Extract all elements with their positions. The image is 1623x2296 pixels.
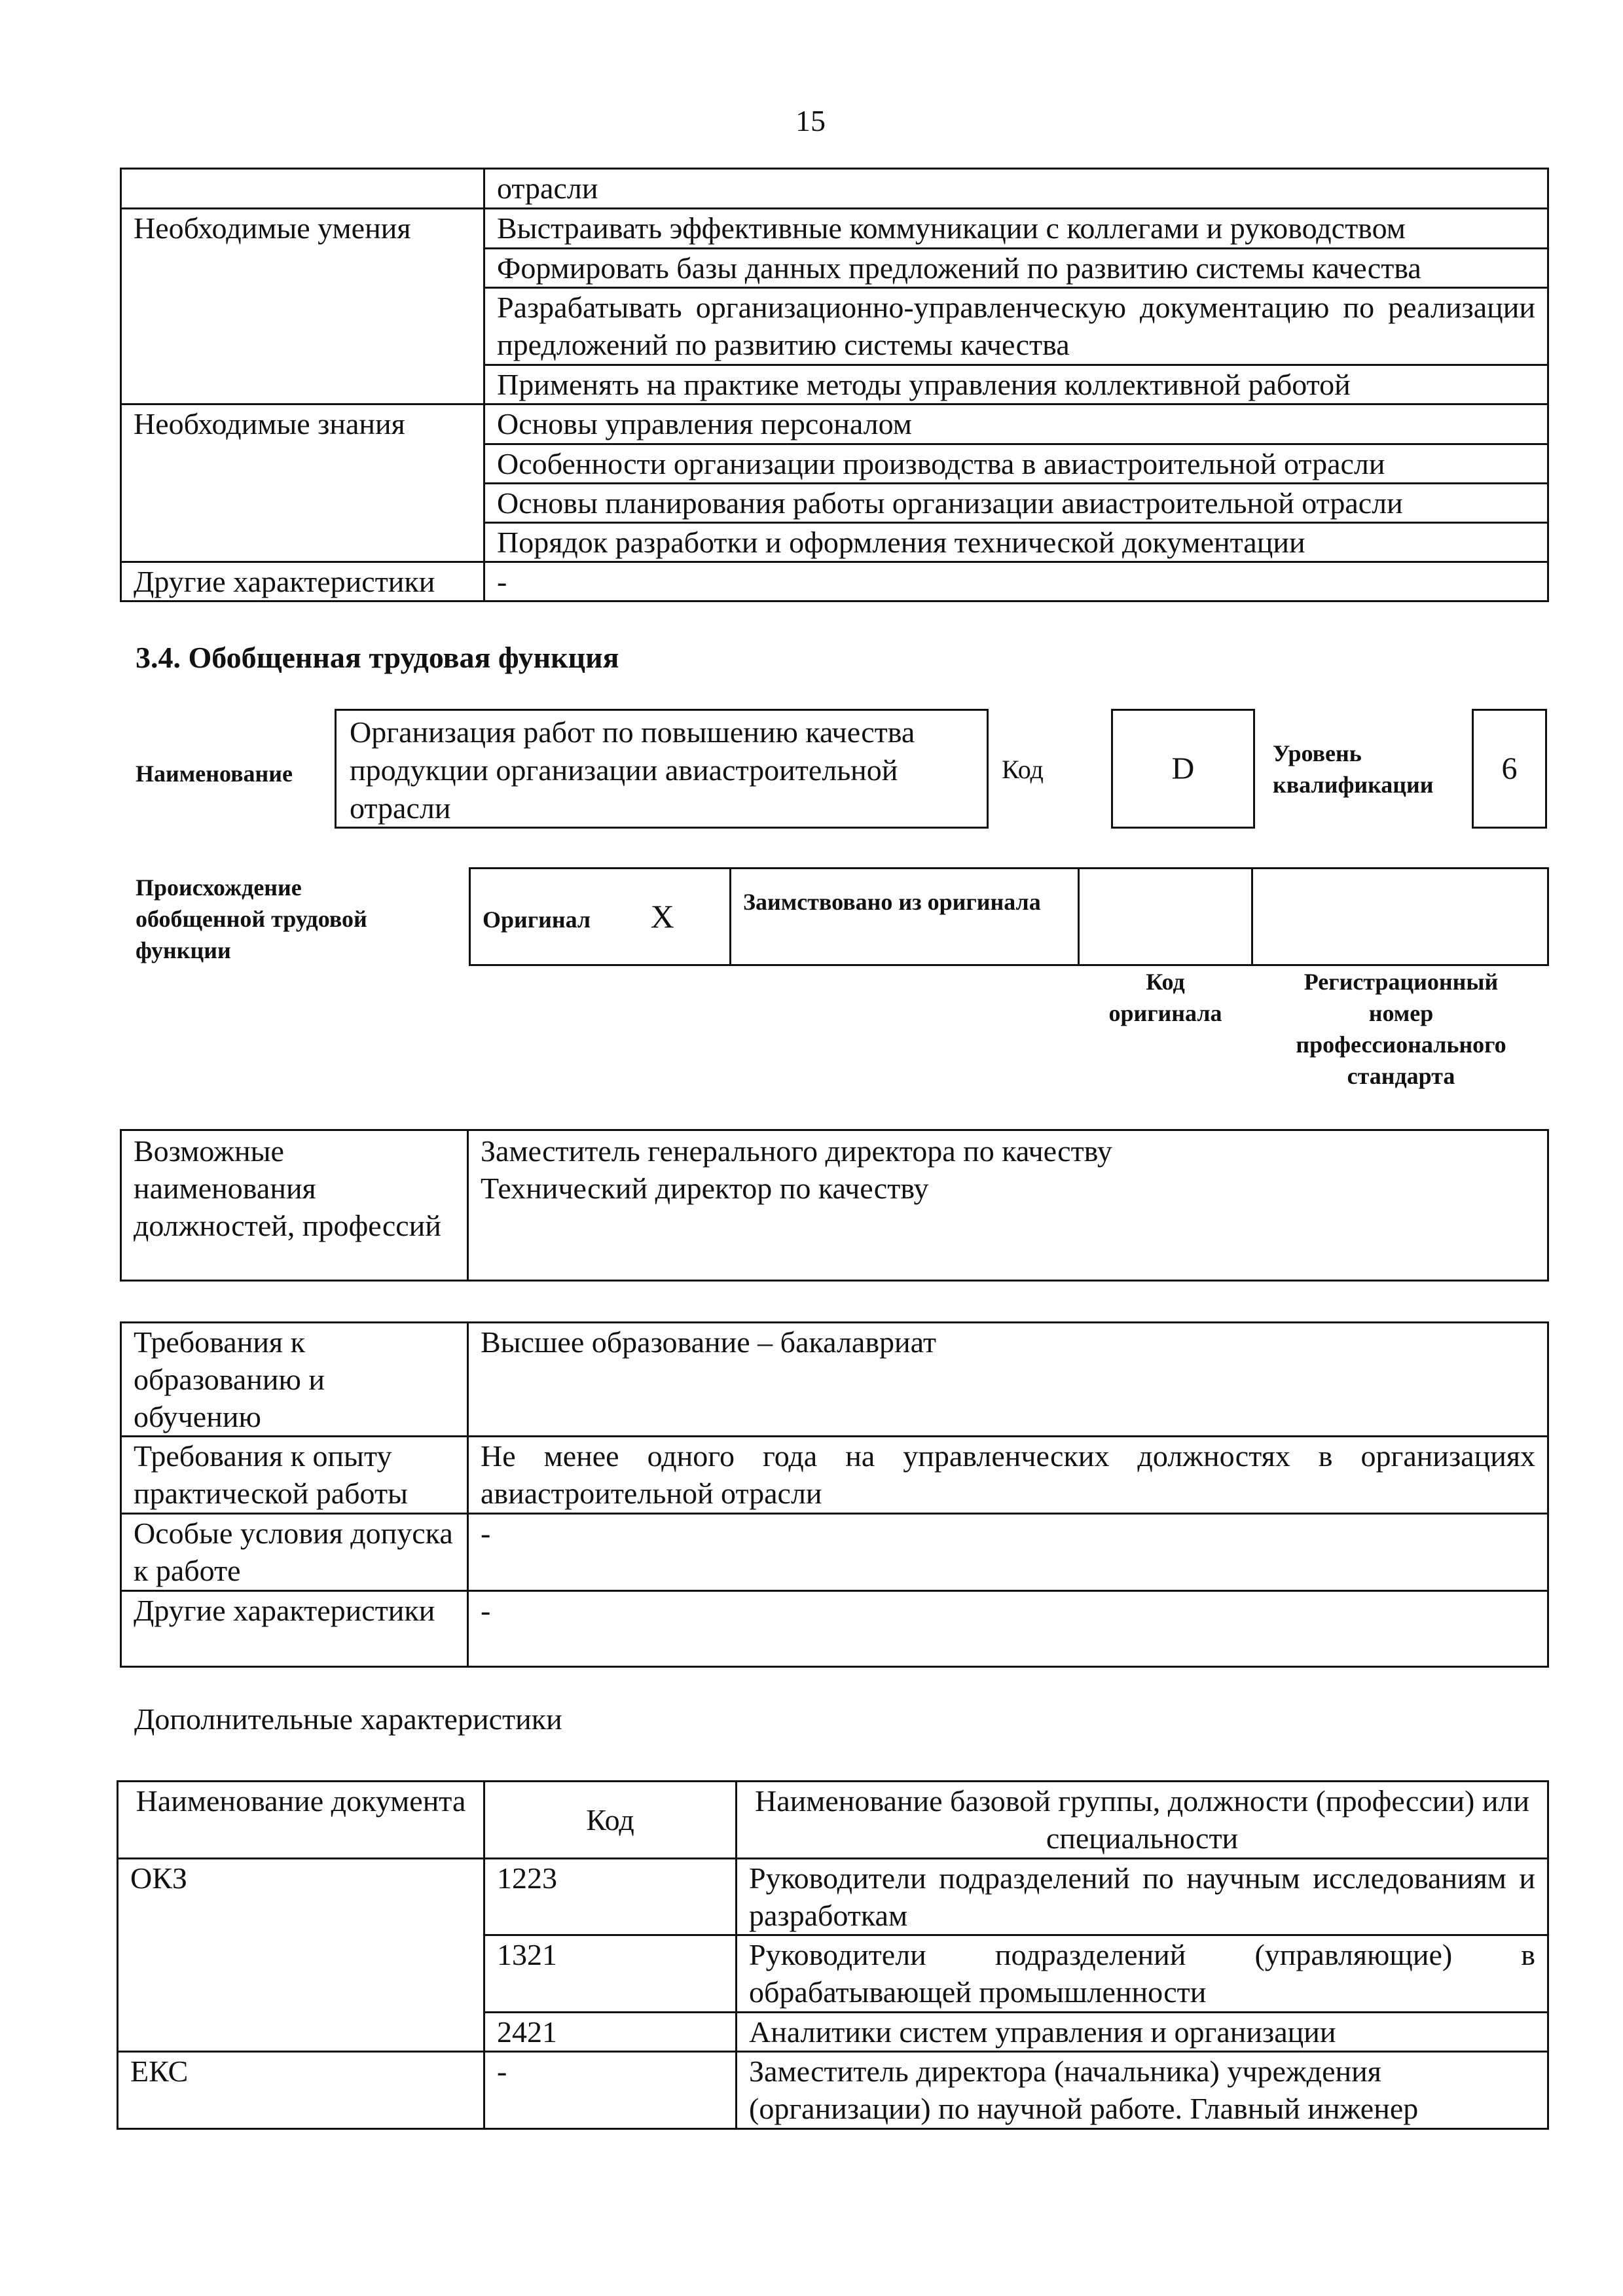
continuation-cell: отрасли [484, 169, 1548, 209]
req-value: - [468, 1591, 1548, 1667]
positions-values [468, 1130, 1548, 1281]
positions-label: Возможные наименования должностей, профессий [121, 1130, 468, 1281]
knowledge-item: Порядок разработки и оформления технической документации [484, 523, 1548, 562]
positions-table [120, 1129, 1549, 1282]
additional-table [117, 1780, 1549, 2130]
name-label: Наименование [136, 761, 293, 787]
knowledge-item: Особенности организации производства в авиастроительной отрасли [484, 444, 1548, 484]
header-doc: Наименование документа [118, 1782, 484, 1859]
name-cell: Аналитики систем управления и организации [737, 2013, 1548, 2052]
caption-code: Код оригинала [1108, 969, 1222, 1026]
req-label: Требования к образованию и обучению [121, 1323, 468, 1437]
code-label: Код [1002, 755, 1044, 784]
name-cell: Заместитель директора (начальника) учреждения (организации) по научной работе. Главный инженер [737, 2052, 1548, 2129]
original-cell [470, 869, 731, 965]
req-label: Другие характеристики [121, 1591, 468, 1667]
code-cell: 2421 [484, 2013, 737, 2052]
origin-table [469, 867, 1549, 966]
additional-title: Дополнительные характеристики [134, 1702, 562, 1736]
original-label: Оригинал [483, 906, 591, 933]
original-mark: X [650, 897, 674, 935]
req-label: Особые условия допуска к работе [121, 1514, 468, 1591]
position-item: Технический директор по качеству [481, 1172, 929, 1205]
code-cell: 1223 [484, 1859, 737, 1935]
req-label: Требования к опыту практической работы [121, 1437, 468, 1514]
function-name-box [335, 709, 989, 829]
skill-item: Разрабатывать организационно-управленческую документацию по реализации предложений по развитию системы качества [484, 288, 1548, 365]
knowledge-item: Основы планирования работы организации авиастроительной отрасли [484, 484, 1548, 523]
header-code: Код [484, 1782, 737, 1859]
borrowed-cell: Заимствовано из оригинала [731, 869, 1079, 965]
reg-number-cell [1252, 869, 1548, 965]
code-cell: - [484, 2052, 737, 2129]
page-number: 15 [795, 104, 826, 137]
code-box [1111, 709, 1255, 829]
skills-label: Необходимые умения [121, 209, 484, 404]
other-value: - [484, 562, 1548, 601]
header-name: Наименование базовой группы, должности (профессии) или специальности [737, 1782, 1548, 1859]
level-box [1472, 709, 1547, 829]
skill-item: Выстраивать эффективные коммуникации с коллегами и руководством [484, 209, 1548, 249]
req-value: Не менее одного года на управленческих должностях в организациях авиастроительной отрасли [468, 1437, 1548, 1514]
requirements-table [120, 1321, 1549, 1668]
position-item: Заместитель генерального директора по качеству [481, 1134, 1112, 1168]
skill-item: Формировать базы данных предложений по развитию системы качества [484, 249, 1548, 288]
section-title: 3.4. Обобщенная трудовая функция [136, 641, 619, 674]
original-code-cell [1079, 869, 1252, 965]
level-label: Уровень квалификации [1273, 740, 1434, 798]
code-value: D [1171, 751, 1195, 786]
other-label: Другие характеристики [121, 562, 484, 601]
label-cell-empty [121, 169, 484, 209]
caption-reg: Регистрационный номер профессионального стандарта [1296, 969, 1506, 1089]
function-name-value: Организация работ по повышению качества продукции организации авиастроительной отрасли [350, 715, 915, 825]
req-value: Высшее образование – бакалавриат [468, 1323, 1548, 1437]
origin-label: Происхождение обобщенной трудовой функции [136, 874, 367, 963]
req-value: - [468, 1514, 1548, 1591]
skill-item: Применять на практике методы управления коллективной работой [484, 365, 1548, 404]
doc-cell: ОКЗ [118, 1859, 484, 2052]
knowledge-item: Основы управления персоналом [484, 404, 1548, 444]
code-cell: 1321 [484, 1935, 737, 2013]
level-value: 6 [1501, 751, 1518, 786]
skills-knowledge-table [120, 168, 1549, 602]
name-cell: Руководители подразделений по научным исследованиям и разработкам [737, 1859, 1548, 1935]
doc-cell: ЕКС [118, 2052, 484, 2129]
knowledge-label: Необходимые знания [121, 404, 484, 562]
name-cell: Руководители подразделений (управляющие) в обрабатывающей промышленности [737, 1935, 1548, 2013]
